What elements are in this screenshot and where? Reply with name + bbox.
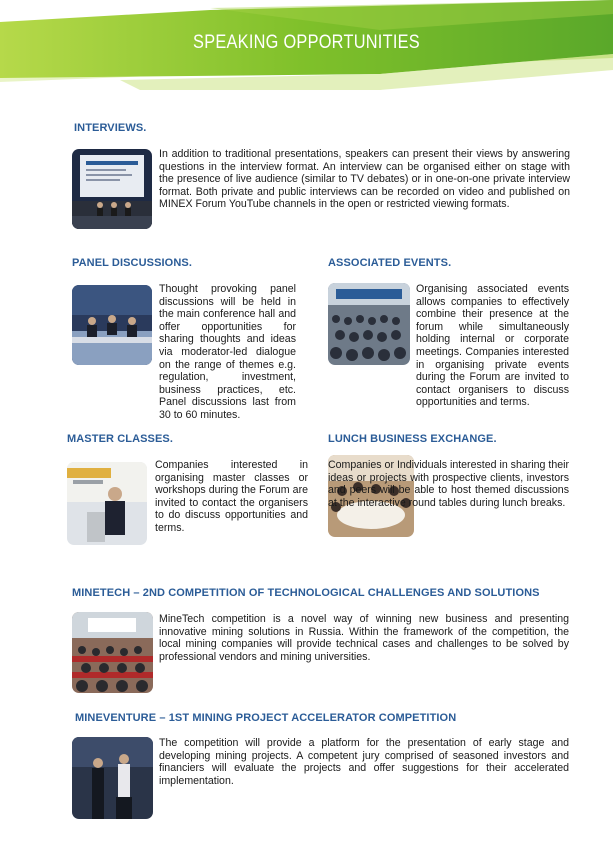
panel-photo: [72, 285, 152, 365]
mineventure-text: The competition will provide a platform for the presentation of early stage and developing mining projects. A competent jury comprised of seasoned investors and financiers will evaluate the projects and offer suggestions for their accelerated implementation.: [159, 737, 569, 787]
associated-text-body: Organising associated events allows companies to effectively combine their presence at the forum while simultaneously holding internal or corporate meetings. Companies interested in organising private events during the Forum are invited to contact organisers to discuss opportunities and terms.: [416, 283, 569, 409]
lunch-text: [328, 459, 569, 509]
panel-heading: PANEL DISCUSSIONS.: [72, 257, 192, 269]
lunch-heading: LUNCH BUSINESS EXCHANGE.: [328, 433, 497, 445]
interviews-photo: [72, 149, 152, 229]
associated-photo: [328, 283, 410, 365]
mineventure-photo: [72, 737, 153, 819]
page-title: SPEAKING OPPORTUNITIES: [193, 32, 420, 53]
associated-heading: ASSOCIATED EVENTS.: [328, 257, 452, 269]
mineventure-heading: MINEVENTURE – 1ST MINING PROJECT ACCELERATOR COMPETITION: [75, 712, 457, 724]
panel-text: [159, 283, 296, 422]
master-photo: [67, 462, 147, 545]
minetech-text: MineTech competition is a novel way of winning new business and presenting innovative mining solutions in Russia. Within the framework of the competition, the local mining companies will provide technical cases and challenges to be solved by professional vendors and mining universities.: [159, 613, 569, 663]
master-text: Companies interested in organising master classes or workshops during the Forum are invited to contact the organisers to do discuss opportunities and terms.: [155, 459, 308, 534]
panel-text-body: Thought provoking panel discussions will be held in the main conference hall and offer opportunities for sharing thoughts and ideas via moderator-led dialogue on the range of themes e.g. regulation, investment, business practices, etc. Panel discussions last from 30 to 60 minutes.: [159, 283, 296, 421]
master-heading: MASTER CLASSES.: [67, 433, 174, 445]
interviews-heading: INTERVIEWS.: [74, 122, 147, 134]
header-banner: [0, 0, 613, 100]
interviews-text: In addition to traditional presentations, speakers can present their views by answering questions in the interview format. An interview can be organised either on stage with the presence of live audience (similar to TV debates) or in one-on-one private interview format. Both private and public interviews can be recorded on video and published on MINEX Forum YouTube channels in the open or restricted viewing formats.: [159, 148, 570, 211]
associated-text: [416, 283, 569, 409]
lunch-text-body: Companies or Individuals interested in sharing their ideas or projects with prospective clients, investors and peers will be able to host themed discussions at the interactive round tables during lunch breaks.: [328, 459, 569, 509]
minetech-heading: MINETECH – 2ND COMPETITION OF TECHNOLOGICAL CHALLENGES AND SOLUTIONS: [72, 587, 540, 599]
minetech-photo: [72, 612, 153, 693]
